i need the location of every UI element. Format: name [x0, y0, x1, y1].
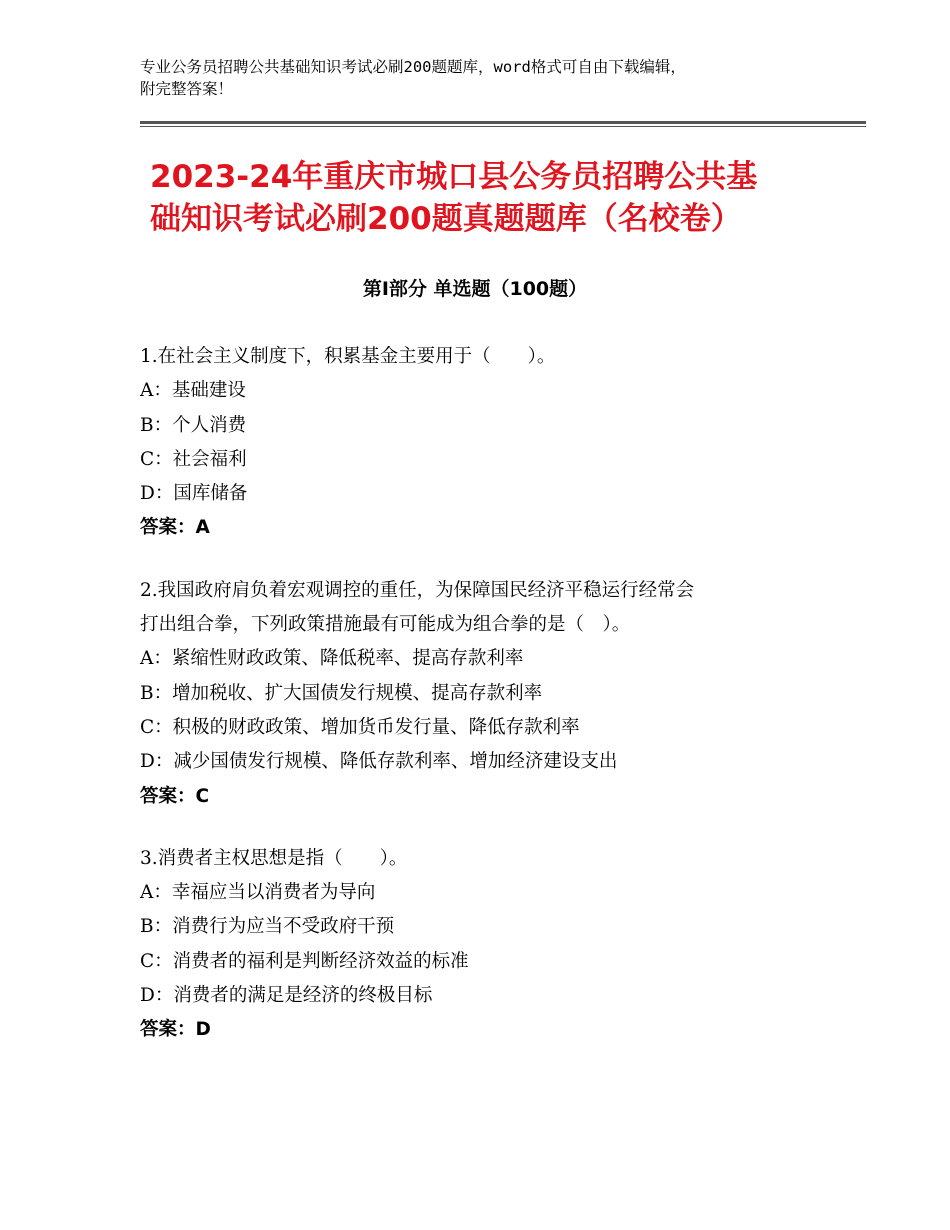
- header-divider-thin: [140, 126, 866, 127]
- question-1: [140, 340, 860, 546]
- option-c: C：消费者的福利是判断经济效益的标准: [140, 950, 469, 972]
- section-heading: 第Ⅰ部分 单选题（100题）: [362, 278, 588, 300]
- option-b: B：消费行为应当不受政府干预: [140, 916, 395, 938]
- question-stem: 3.消费者主权思想是指（ ）。: [140, 847, 408, 869]
- question-list: [140, 340, 860, 1076]
- option-d: D：消费者的满足是经济的终极目标: [140, 985, 433, 1007]
- header-note-line-1: 专业公务员招聘公共基础知识考试必刷200题题库，word格式可自由下载编辑，: [140, 58, 686, 76]
- header-divider-thick: [140, 121, 866, 124]
- option-c: C：积极的财政政策、增加货币发行量、降低存款利率: [140, 716, 580, 738]
- option-d: D：国库储备: [140, 483, 248, 505]
- question-stem-line-1: 2.我国政府肩负着宏观调控的重任，为保障国民经济平稳运行经常会: [140, 579, 695, 601]
- document-title-line-1: 2023-24年重庆市城口县公务员招聘公共基: [150, 159, 758, 195]
- answer-label: 答案：C: [140, 785, 210, 807]
- question-stem: 1.在社会主义制度下，积累基金主要用于（ ）。: [140, 346, 556, 367]
- option-c: C：社会福利: [140, 448, 247, 470]
- question-stem-line-2: 打出组合拳，下列政策措施最有可能成为组合拳的是（ ）。: [140, 614, 631, 636]
- header-note: [140, 56, 840, 100]
- option-b: B：增加税收、扩大国债发行规模、提高存款利率: [140, 682, 543, 704]
- answer-label: 答案：A: [140, 517, 210, 539]
- document-title-line-2: 础知识考试必刷200题真题题库（名校卷）: [150, 201, 742, 237]
- question-2: [140, 574, 860, 814]
- answer-label: 答案：D: [140, 1019, 211, 1041]
- option-a: A：基础建设: [140, 380, 246, 402]
- question-3: [140, 842, 860, 1048]
- document-title: [150, 156, 850, 240]
- header-note-line-2: 附完整答案！: [140, 80, 234, 98]
- option-d: D：减少国债发行规模、降低存款利率、增加经济建设支出: [140, 751, 618, 773]
- option-a: A：幸福应当以消费者为导向: [140, 882, 376, 904]
- option-b: B：个人消费: [140, 414, 247, 436]
- option-a: A：紧缩性财政政策、降低税率、提高存款利率: [140, 648, 524, 670]
